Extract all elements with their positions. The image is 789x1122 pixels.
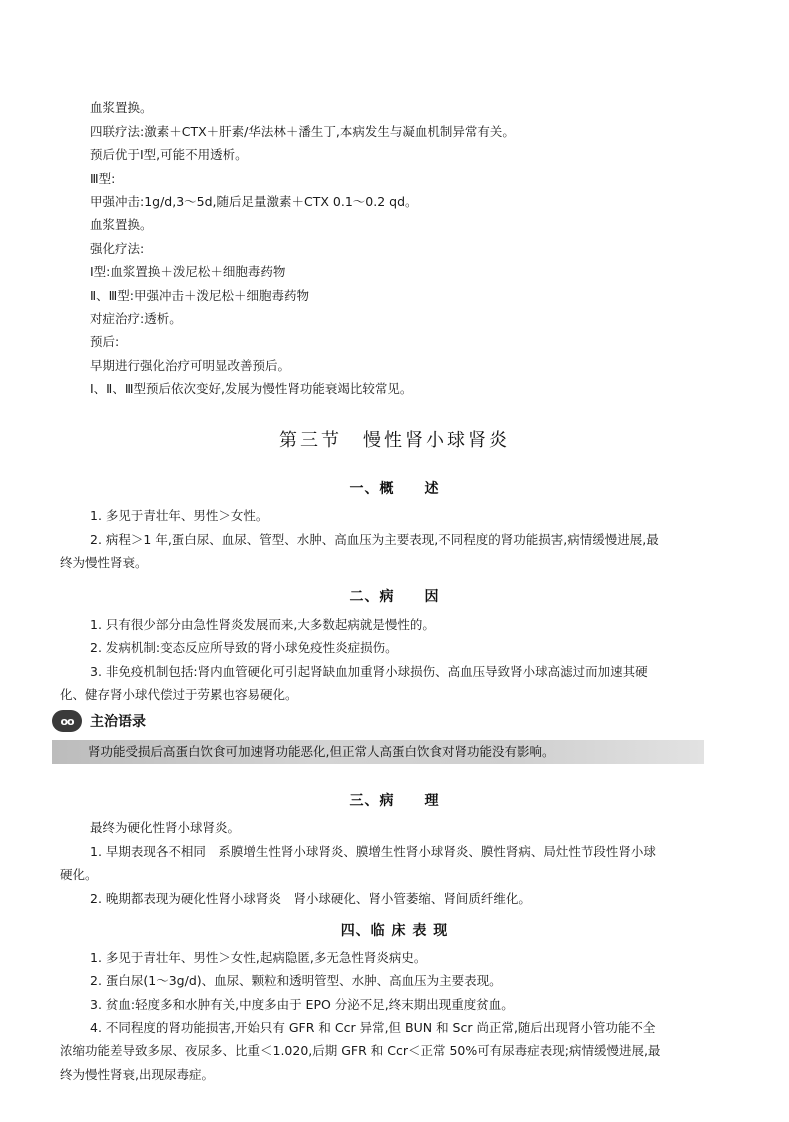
text-line: 四联疗法:激素＋CTX＋肝素/华法林＋潘生丁,本病发生与凝血机制异常有关。: [90, 124, 515, 139]
text-line: 血浆置换。: [90, 100, 153, 115]
subsection-title-overview: 一、概 述: [349, 481, 440, 497]
text-line: 3. 非免疫机制包括:肾内血管硬化可引起肾缺血加重肾小球损伤、高血压导致肾小球高滤过而加速其硬: [90, 664, 648, 679]
text-line: 4. 不同程度的肾功能损害,开始只有 GFR 和 Ccr 异常,但 BUN 和 Scr 尚正常,随后出现肾小管功能不全: [90, 1020, 656, 1035]
subsection-title-etiology: 二、病 因: [349, 589, 440, 605]
text-line: Ⅱ、Ⅲ型:甲强冲击＋泼尼松＋细胞毒药物: [90, 288, 309, 303]
text-line: 2. 蛋白尿(1～3g/d)、血尿、颗粒和透明管型、水肿、高血压为主要表现。: [90, 973, 502, 988]
text-line: 预后优于Ⅰ型,可能不用透析。: [90, 147, 248, 162]
text-line: 强化疗法:: [90, 241, 145, 256]
text-line: 化、健存肾小球代偿过于劳累也容易硬化。: [60, 687, 298, 702]
callout-label: 主治语录: [90, 714, 146, 730]
section-title: 第三节 慢性肾小球肾炎: [279, 430, 510, 451]
text-line: Ⅰ型:血浆置换＋泼尼松＋细胞毒药物: [90, 264, 286, 279]
text-line: 2. 病程＞1 年,蛋白尿、血尿、管型、水肿、高血压为主要表现,不同程度的肾功能损害,病情缓慢进展,最: [90, 532, 659, 547]
text-line: 甲强冲击:1g/d,3～5d,随后足量激素＋CTX 0.1～0.2 qd。: [90, 194, 418, 209]
text-line: 早期进行强化治疗可明显改善预后。: [90, 358, 291, 373]
text-line: 终为慢性肾衰,出现尿毒症。: [60, 1067, 214, 1082]
speech-bubble-icon: oo: [52, 710, 82, 732]
text-line: 最终为硬化性肾小球肾炎。: [90, 820, 241, 835]
callout-text: 肾功能受损后高蛋白饮食可加速肾功能恶化,但正常人高蛋白饮食对肾功能没有影响。: [88, 744, 555, 759]
text-line: 1. 多见于青壮年、男性＞女性,起病隐匿,多无急性肾炎病史。: [90, 950, 427, 965]
text-line: 1. 只有很少部分由急性肾炎发展而来,大多数起病就是慢性的。: [90, 617, 435, 632]
text-line: 1. 多见于青壮年、男性＞女性。: [90, 508, 269, 523]
text-line: 3. 贫血:轻度多和水肿有关,中度多由于 EPO 分泌不足,终末期出现重度贫血。: [90, 997, 514, 1012]
text-line: 终为慢性肾衰。: [60, 555, 148, 570]
text-line: 血浆置换。: [90, 217, 153, 232]
text-line: 2. 晚期都表现为硬化性肾小球肾炎 肾小球硬化、肾小管萎缩、肾间质纤维化。: [90, 891, 531, 906]
callout-header: [52, 710, 146, 732]
text-line: Ⅰ、Ⅱ、Ⅲ型预后依次变好,发展为慢性肾功能衰竭比较常见。: [90, 381, 413, 396]
text-line: 硬化。: [60, 867, 98, 882]
text-line: 2. 发病机制:变态反应所导致的肾小球免疫性炎症损伤。: [90, 640, 398, 655]
text-line: 预后:: [90, 334, 120, 349]
subsection-title-pathology: 三、病 理: [349, 793, 440, 809]
subsection-title-clinical: 四、临 床 表 现: [340, 923, 449, 939]
text-line: 浓缩功能差导致多尿、夜尿多、比重＜1.020,后期 GFR 和 Ccr＜正常 50%可有尿毒症表现;病情缓慢进展,最: [60, 1043, 661, 1058]
text-line: Ⅲ型:: [90, 171, 116, 186]
text-line: 1. 早期表现各不相同 系膜增生性肾小球肾炎、膜增生性肾小球肾炎、膜性肾病、局灶性节段性肾小球: [90, 844, 656, 859]
text-line: 对症治疗:透析。: [90, 311, 182, 326]
